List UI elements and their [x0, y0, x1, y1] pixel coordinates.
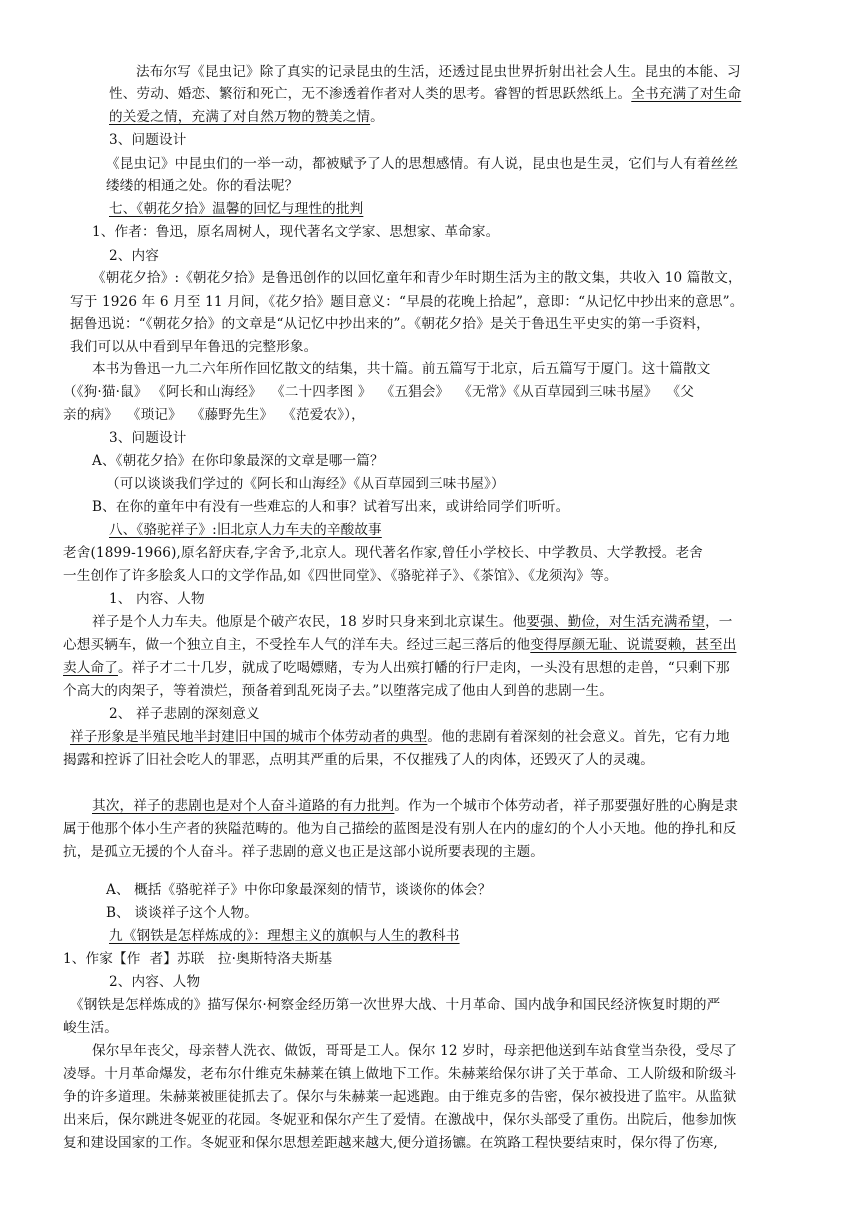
text-line [106, 880, 492, 900]
underlined-text: 卖人命了 [63, 660, 118, 676]
line-text: 我们可以从中看到早年鲁迅的完整形象。 [70, 339, 318, 355]
text-line [92, 268, 742, 288]
line-text: 祥子是个人力车夫。他原是个破产农民，18 岁时只身来到北京谋生。他 [92, 614, 527, 630]
text-line [109, 246, 159, 266]
underlined-text: 九《钢铁是怎样炼成的》：理想主义的旗帜与人生的教科书 [109, 928, 460, 944]
text-line [109, 972, 200, 992]
text-line [63, 1087, 736, 1107]
line-text: 法布尔写《昆虫记》除了真实的记录昆虫的生活，还透过昆虫世界折射出社会人生。昆虫的本能、习 [136, 64, 741, 80]
text-line [109, 199, 363, 219]
text-line [70, 337, 317, 357]
text-line [109, 589, 205, 609]
text-line [63, 635, 736, 655]
text-line [92, 497, 569, 517]
text-line [106, 154, 738, 174]
line-text: 3、问题设计 [109, 430, 187, 446]
underlined-text: 的关爱之情，充满了对自然万物的赞美之情 [109, 109, 371, 125]
line-text: 《朝花夕拾》:《朝花夕拾》是鲁迅创作的以回忆童年和青少年时期生活为主的散文集，共收入 10 篇散文， [92, 270, 742, 286]
line-text: 属于他那个体小生产者的狭隘范畴的。他为自己描绘的蓝图是没有别人在内的虚幻的个人小天地。他的挣扎和反 [63, 821, 737, 837]
line-text: 。祥子才二十几岁，就成了吃喝嫖赌，专为人出殡打幡的行尸走肉，一头没有思想的走兽，“只剩下那 [117, 660, 730, 676]
line-text: 3、问题设计 [109, 132, 187, 148]
text-line [109, 926, 460, 946]
underlined-text: 八、《骆驼祥子》:旧北京人力车夫的辛酸故事 [109, 522, 382, 538]
text-line [109, 704, 260, 724]
text-line [63, 382, 694, 402]
underlined-text: 要强、勤俭，对生活充满希望 [526, 614, 706, 630]
text-line [109, 130, 187, 150]
line-text: 。 [370, 109, 384, 125]
text-line [106, 474, 505, 494]
text-line [63, 750, 654, 770]
text-line [92, 359, 710, 379]
line-text: （《狗·猫·鼠》 《阿长和山海经》 《二十四孝图 》 《五猖会》 《无常》《从百草园到三味书屋》 《父 [63, 384, 695, 400]
line-text: 《钢铁是怎样炼成的》描写保尔·柯察金经历第一次世界大战、十月革命、国内战争和国民经济恢复时期的严 [70, 997, 721, 1013]
text-line [92, 796, 738, 816]
text-line [109, 84, 741, 104]
line-text: 争的许多道理。朱赫莱被匪徒抓去了。保尔与朱赫莱一起逃跑。由于维克多的告密，保尔被投进了监牢。从监狱 [63, 1089, 737, 1105]
line-text: 《昆虫记》中昆虫们的一举一动，都被赋予了人的思想感情。有人说，昆虫也是生灵，它们与人有着丝丝 [106, 156, 739, 172]
line-text: 复和建设国家的工作。冬妮亚和保尔思想差距越来越大,便分道扬镳。在筑路工程快要结束时，保尔得了伤寒, [63, 1135, 718, 1151]
text-line [92, 451, 384, 471]
text-line [109, 520, 382, 540]
line-text: 2、内容、人物 [109, 974, 201, 990]
text-line [92, 612, 733, 632]
line-text: A、 概括《骆驼祥子》中你印象最深刻的情节，谈谈你的体会？ [106, 882, 492, 898]
text-line [109, 428, 187, 448]
line-text: ，一 [705, 614, 733, 630]
line-text: 老舍(1899-1966),原名舒庆春,字舍予,北京人。现代著名作家,曾任小学校长、中学教员、大学教授。老舍 [63, 545, 703, 561]
line-text: 据鲁迅说：“《朝花夕拾》的文章是“从记忆中抄出来的”。《朝花夕拾》是关于鲁迅生平史实的第一手资料， [70, 316, 710, 332]
line-text: 1、作者：鲁迅，原名周树人，现代著名文学家、思想家、革命家。 [92, 224, 500, 240]
text-line [92, 222, 499, 242]
line-text: 。作为一个城市个体劳动者，祥子那要强好胜的心胸是隶 [394, 798, 738, 814]
line-text: 凌辱。十月革命爆发，老布尔什维克朱赫莱在镇上做地下工作。朱赫莱给保尔讲了关于革命、工人阶级和阶级斗 [63, 1066, 737, 1082]
text-line [63, 842, 544, 862]
text-line [106, 176, 298, 196]
line-text: 写于 1926 年 6 月至 11 月间，《花夕拾》题目意义：“早晨的花晚上拾起”，意即：“从记忆中抄出来的意思”。 [70, 294, 744, 310]
text-line [63, 681, 613, 701]
line-text: B、在你的童年中有没有一些难忘的人和事？试着写出来，或讲给同学们听听。 [92, 499, 570, 515]
line-text: 揭露和控诉了旧社会吃人的罪恶，点明其严重的后果，不仅摧残了人的肉体，还毁灭了人的灵魂。 [63, 752, 654, 768]
line-text: 2、内容 [109, 248, 160, 264]
text-line [70, 727, 730, 747]
text-line [70, 314, 710, 334]
line-text: 抗，是孤立无援的个人奋斗。祥子悲剧的意义也正是这部小说所要表现的主题。 [63, 844, 545, 860]
underlined-text: 其次，祥子的悲剧也是对个人奋斗道路的有力批判 [92, 798, 395, 814]
text-line [92, 1041, 737, 1061]
text-line [63, 658, 730, 678]
line-text: 缕缕的相通之处。你的看法呢？ [106, 178, 299, 194]
underlined-text: 祥子形象是半殖民地半封建旧中国的城市个体劳动者的典型 [70, 729, 428, 745]
line-text: 本书为鲁迅一九二六年所作回忆散文的结集，共十篇。前五篇写于北京，后五篇写于厦门。这十篇散文 [92, 361, 711, 377]
line-text: 出来后，保尔跳进冬妮亚的花园。冬妮亚和保尔产生了爱情。在激战中，保尔头部受了重伤。出院后，他参加恢 [63, 1112, 737, 1128]
line-text: A、《朝花夕拾》在你印象最深的文章是哪一篇？ [92, 453, 384, 469]
line-text: 1、作家【作 者】苏联 拉·奥斯特洛夫斯基 [63, 951, 333, 967]
text-line [63, 1018, 118, 1038]
line-text: 一生创作了许多脍炙人口的文学作品,如《四世同堂》、《骆驼祥子》、《茶馆》、《龙须沟》等。 [63, 568, 618, 584]
text-line [136, 62, 741, 82]
line-text: 1、 内容、人物 [109, 591, 205, 607]
text-line [63, 566, 618, 586]
text-line [63, 405, 365, 425]
line-text: 亲的病》 《琐记》 《藤野先生》 《范爱农》）， [63, 407, 365, 423]
line-text: 个高大的肉架子，等着溃烂，预备着到乱死岗子去。”以堕落完成了他由人到兽的悲剧一生。 [63, 683, 614, 699]
text-line [106, 903, 258, 923]
text-line [63, 1133, 718, 1153]
line-text: 。他的悲剧有着深刻的社会意义。首先，它有力地 [427, 729, 730, 745]
line-text: 保尔早年丧父，母亲替人洗衣、做饭，哥哥是工人。保尔 12 岁时，母亲把他送到车站食堂当杂役，受尽了 [92, 1043, 738, 1059]
underlined-text: 全书充满了对生命 [631, 86, 742, 102]
text-line [63, 819, 736, 839]
line-text: （可以谈谈我们学过的《阿长和山海经》《从百草园到三味书屋》） [106, 476, 505, 492]
line-text: 性、劳动、婚恋、繁衍和死亡，无不渗透着作者对人类的思考。睿智的哲思跃然纸上。 [109, 86, 632, 102]
line-text: 2、 祥子悲剧的深刻意义 [109, 706, 260, 722]
line-text: 心想买辆车，做一个独立自主，不受拴车人气的洋车夫。经过三起三落后的他 [63, 637, 531, 653]
text-line [63, 1110, 736, 1130]
underlined-text: 七、《朝花夕拾》温馨的回忆与理性的批判 [109, 201, 364, 217]
text-line [63, 949, 332, 969]
text-line [109, 107, 384, 127]
line-text: 峻生活。 [63, 1020, 118, 1036]
text-line [70, 292, 744, 312]
text-line [63, 1064, 736, 1084]
text-line [63, 543, 703, 563]
text-line [70, 995, 720, 1015]
underlined-text: 变得厚颜无耻、说谎耍赖，甚至出 [530, 637, 737, 653]
line-text: B、 谈谈祥子这个人物。 [106, 905, 259, 921]
